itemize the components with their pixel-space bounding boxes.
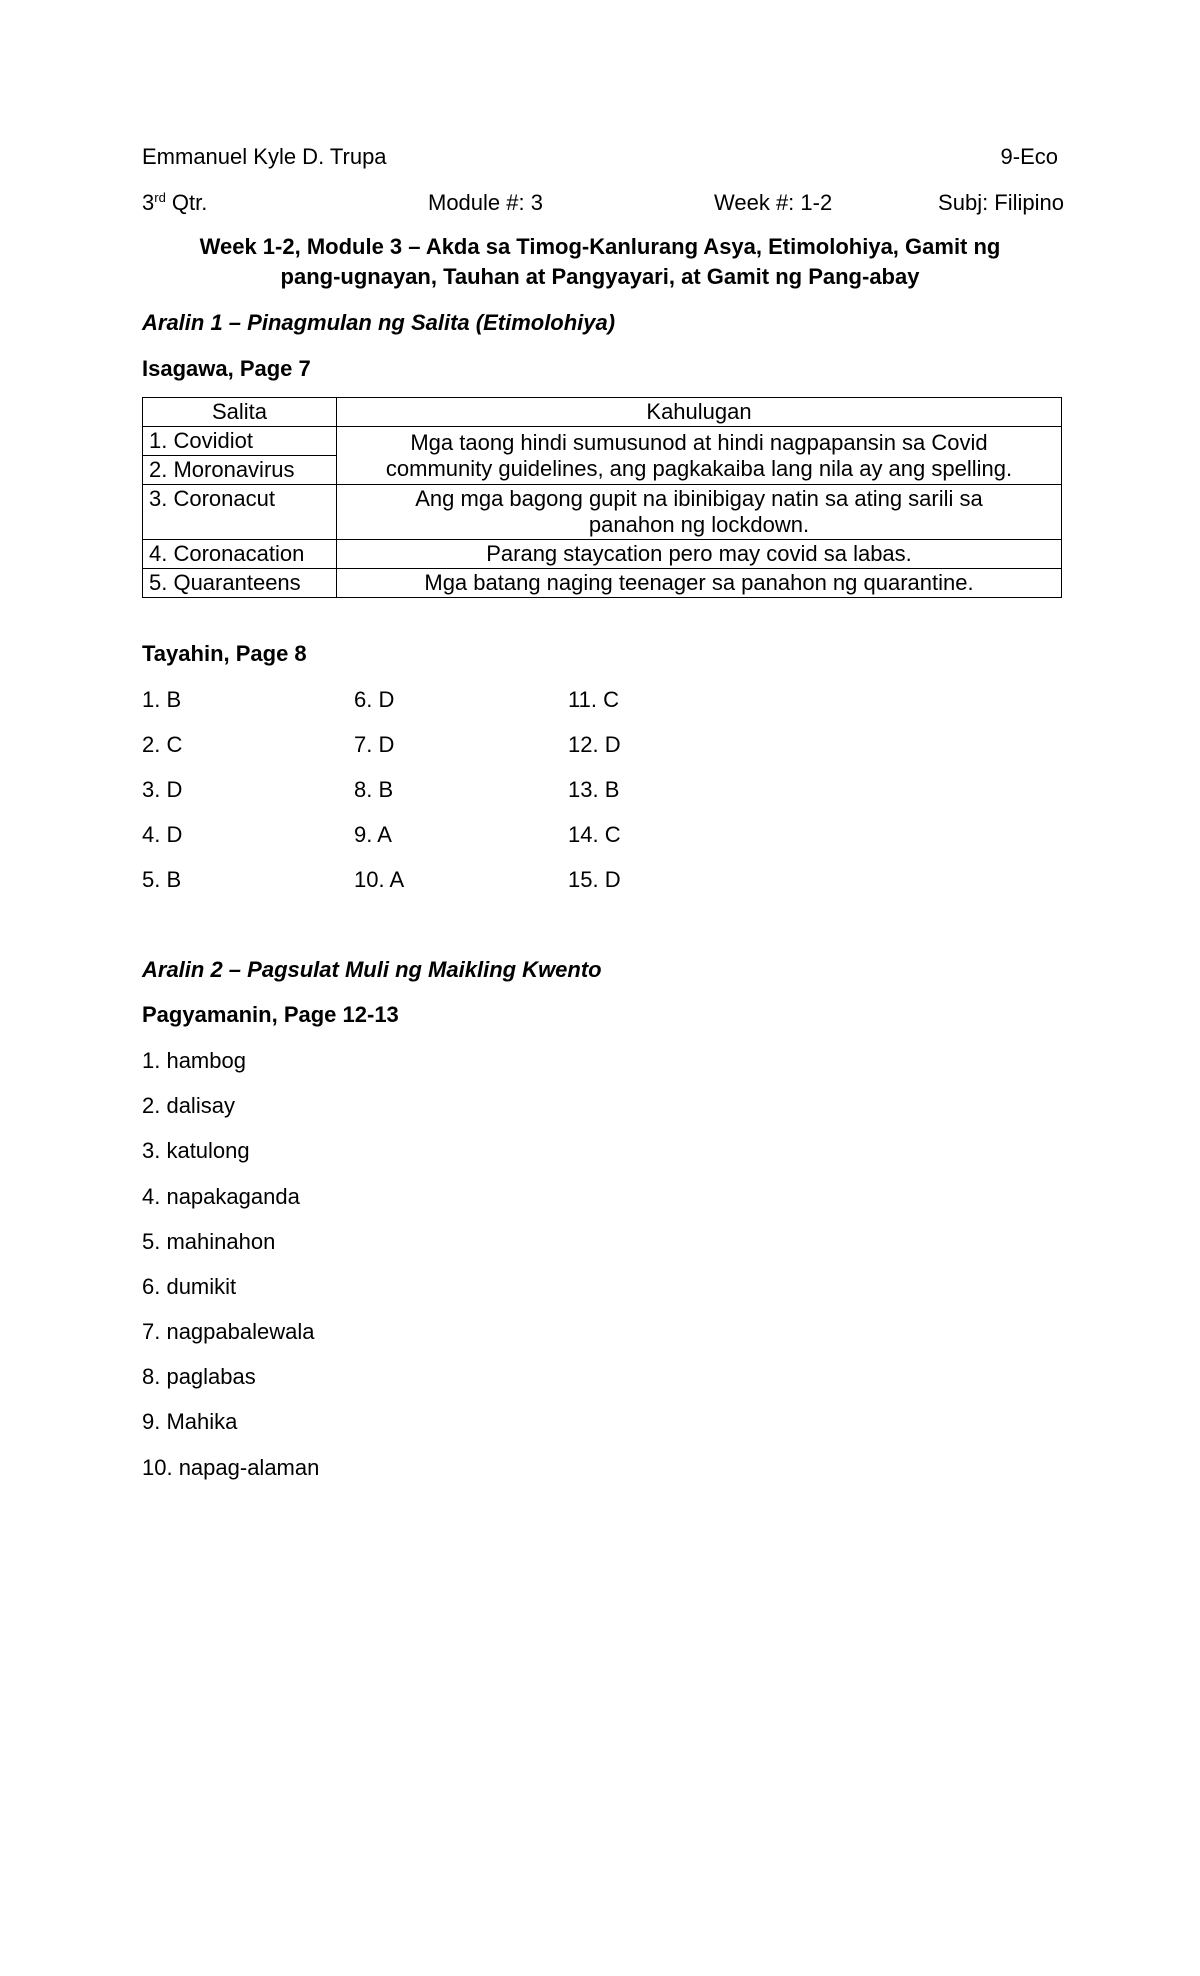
quarter-suffix: rd	[154, 190, 166, 205]
etymology-table	[142, 397, 1062, 598]
list-item: 1. hambog	[142, 1048, 246, 1073]
answer-item: 11. C	[568, 687, 619, 712]
list-item: 8. paglabas	[142, 1364, 256, 1389]
aralin-1-heading: Aralin 1 – Pinagmulan ng Salita (Etimolohiya)	[142, 310, 616, 335]
word-cell: 5. Quaranteens	[143, 569, 337, 598]
aralin-2-heading: Aralin 2 – Pagsulat Muli ng Maikling Kwento	[142, 957, 602, 982]
answer-item: 7. D	[354, 732, 395, 757]
list-item: 9. Mahika	[142, 1409, 238, 1434]
list-item: 4. napakaganda	[142, 1184, 300, 1209]
meaning-cell: Parang staycation pero may covid sa labas.	[337, 540, 1062, 569]
answer-item: 15. D	[568, 867, 621, 892]
document-title-line-1: Week 1-2, Module 3 – Akda sa Timog-Kanlurang Asya, Etimolohiya, Gamit ng	[199, 234, 1001, 259]
meaning-line: Mga taong hindi sumusunod at hindi nagpapansin sa Covid	[410, 429, 988, 455]
meaning-line: panahon ng lockdown.	[588, 512, 810, 537]
meaning-line: community guidelines, ang pagkakaiba lang nila ay ang spelling.	[385, 455, 1013, 481]
list-item: 5. mahinahon	[142, 1229, 276, 1254]
answer-item: 3. D	[142, 777, 183, 802]
document-title	[0, 232, 1200, 292]
list-item: 6. dumikit	[142, 1274, 237, 1299]
table-row	[143, 540, 1062, 569]
module-label: Module #: 3	[428, 190, 543, 215]
table-header-row	[143, 398, 1062, 427]
document-title-line-2: pang-ugnayan, Tauhan at Pangyayari, at Gamit ng Pang-abay	[280, 264, 920, 289]
meaning-cell	[337, 427, 1062, 485]
quarter-number: 3	[142, 190, 155, 215]
table-row	[143, 485, 1062, 540]
answer-item: 1. B	[142, 687, 182, 712]
answer-item: 10. A	[354, 867, 405, 892]
table-row	[143, 569, 1062, 598]
list-item: 3. katulong	[142, 1138, 250, 1163]
subject-label: Subj: Filipino	[938, 190, 1064, 215]
quarter-text: Qtr.	[165, 190, 208, 215]
quarter-label	[142, 192, 207, 214]
list-item: 10. napag-alaman	[142, 1455, 320, 1480]
meaning-cell	[337, 485, 1062, 540]
word-cell: 4. Coronacation	[143, 540, 337, 569]
section-label: 9-Eco	[1000, 144, 1058, 169]
answer-item: 14. C	[568, 822, 621, 847]
answer-item: 13. B	[568, 777, 620, 802]
week-label: Week #: 1-2	[714, 190, 833, 215]
answer-item: 12. D	[568, 732, 621, 757]
answer-item: 5. B	[142, 867, 182, 892]
answer-item: 9. A	[354, 822, 392, 847]
isagawa-heading: Isagawa, Page 7	[142, 356, 311, 381]
answer-item: 6. D	[354, 687, 395, 712]
answer-item: 8. B	[354, 777, 394, 802]
student-name: Emmanuel Kyle D. Trupa	[142, 144, 387, 169]
answer-item: 2. C	[142, 732, 183, 757]
pagyamanin-heading: Pagyamanin, Page 12-13	[142, 1002, 399, 1027]
list-item: 7. nagpabalewala	[142, 1319, 315, 1344]
header-kahulugan: Kahulugan	[337, 398, 1062, 427]
answer-item: 4. D	[142, 822, 183, 847]
word-cell: 2. Moronavirus	[143, 456, 337, 485]
meaning-cell: Mga batang naging teenager sa panahon ng quarantine.	[337, 569, 1062, 598]
word-cell: 1. Covidiot	[143, 427, 337, 456]
meaning-line: Ang mga bagong gupit na ibinibigay natin sa ating sarili sa	[415, 486, 983, 511]
tayahin-heading: Tayahin, Page 8	[142, 641, 307, 666]
list-item: 2. dalisay	[142, 1093, 235, 1118]
word-cell: 3. Coronacut	[143, 485, 337, 540]
header-salita: Salita	[143, 398, 337, 427]
table-row	[143, 427, 1062, 456]
